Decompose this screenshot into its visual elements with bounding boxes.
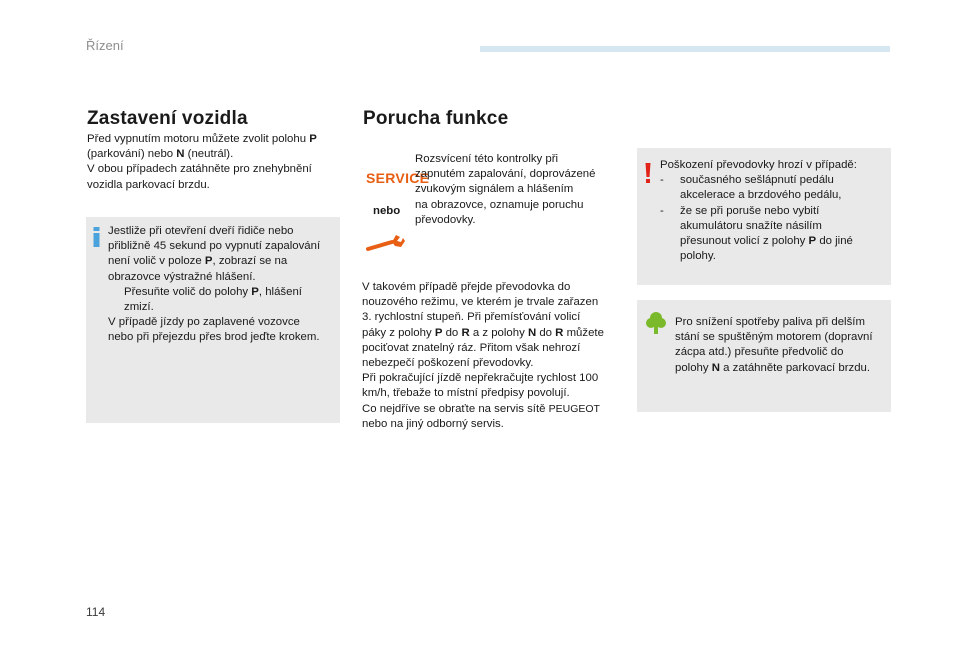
page-number: 114: [86, 605, 106, 619]
warning-light-text: Rozsvícení této kontrolky při zapnutém zapalování, doprovázené zvukovým signálem a hlášením na obrazovce, oznamuje poruchu převodovky.: [415, 153, 596, 226]
header-bar: [480, 46, 890, 52]
left-paragraph: Před vypnutím motoru můžete zvolit polohu P (parkování) nebo N (neutrál). V obou případech zatáhněte pro znehybnění vozidla parkovací brzdu.: [87, 133, 317, 191]
section-title: Řízení: [86, 38, 124, 53]
wrench-icon: [366, 233, 406, 253]
info-icon: [93, 227, 100, 247]
middle-paragraph: V takovém případě přejde převodovka do nouzového režimu, ve kterém je trvale zařazen 3. rychlostní stupeň. Při přemísťování volicí páky z polohy P do R a z polohy N do R můžete pociťovat znatelný ráz. Přitom však nehrozí nebezpečí poškození převodovky. Při pokračující jízdě nepřekračujte rychlost 100 km/h, třebaže to místní předpisy povolují. Co nejdříve se obraťte na servis sítě PEUGEOT nebo na jiný odborný servis.: [362, 281, 604, 430]
eco-text: Pro snížení spotřeby paliva při delším stání se spuštěným motorem (dopravní zácpa atd.) přesuňte předvolič do polohy N a zatáhněte parkovací brzdu.: [675, 316, 873, 374]
heading-porucha: Porucha funkce: [363, 108, 509, 129]
nebo-label: nebo: [373, 205, 401, 217]
warning-text: Poškození převodovky hrozí v případě: - současného sešlápnutí pedálu akcelerace a brzdového pedálu, - že se při poruše nebo vybití akumulátoru snažíte násilím přesunout volicí z polohy P do jiné polohy.: [660, 159, 857, 263]
heading-zastaveni: Zastavení vozidla: [87, 108, 248, 129]
service-warning-icon: SERVICE: [366, 170, 430, 186]
info-bullet: Přesuňte volič do polohy P, hlášení: [124, 285, 302, 298]
info-text: Jestliže při otevření dveří řidiče nebo přibližně 45 sekund po vypnutí zapalování není volič v poloze P, zobrazí se na obrazovce výstražné hlášení. Přesuňte volič do polohy P, hlášení zmizí. V případě jízdy po zaplavené vozovce nebo při přejezdu přes brod jeďte krokem.: [108, 224, 336, 346]
exclamation-icon: [645, 163, 651, 183]
tree-icon: [646, 312, 666, 334]
